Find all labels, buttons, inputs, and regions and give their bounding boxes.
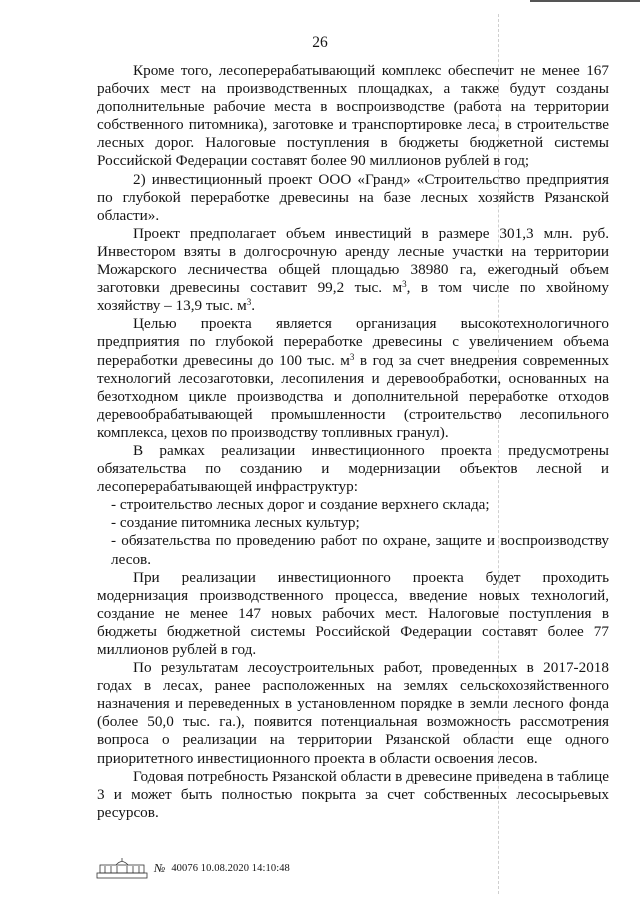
paragraph-project-grand: 2) инвестиционный проект ООО «Гранд» «Строительство предприятия по глубокой переработке древесины на базе лесных хозяйств Рязанской области». [97, 170, 609, 224]
investment-text-end: . [251, 297, 255, 315]
paragraph-obligations: В рамках реализации инвестиционного проекта предусмотрены обязательства по созданию и модернизации объектов лесной и лесоперерабатывающей инфраструктур: [97, 441, 609, 496]
list-item: - обязательства по проведению работ по охране, защите и воспроизводству лесов. [111, 532, 609, 568]
list-item: - строительство лесных дорог и создание верхнего склада; [111, 496, 490, 514]
paragraph-investment [97, 225, 609, 315]
goal-text-end: в год за счет внедрения современных технологий лесозаготовки, лесопиления и деревообработки, основанных на безотходном цикле производства и дополнительной переработке отходов деревообрабатывающей промышленности (строительство лесопильного комплекса, цехов по производству топливных гранул). [97, 351, 609, 441]
paragraph-goal [97, 315, 609, 442]
government-building-stamp-icon [96, 857, 148, 879]
scan-mark-top-right [530, 0, 640, 2]
document-body [97, 62, 609, 822]
document-number-sign: № [154, 860, 166, 875]
document-registration-stamp: 40076 10.08.2020 14:10:48 [171, 862, 290, 874]
page-number: 26 [312, 34, 328, 51]
investment-text-start: Проект предполагает объем инвестиций в размере 301,3 млн. руб. Инвестором взяты в долгосрочную аренду лесные участки на территории Можарского лесничества общей площадью 38980 га, ежегодный объем заготовки древесины составит 99,2 тыс. м [97, 224, 609, 297]
cubic-superscript: 3 [246, 297, 252, 308]
goal-text-start: Целью проекта является организация высокотехнологичного предприятия по глубокой переработке древесины с увеличением объема переработки древесины до 100 тыс. м [97, 315, 609, 369]
investment-text-middle: , в том числе по хвойному хозяйству – 13,9 тыс. м [97, 279, 609, 315]
paragraph-modernization: При реализации инвестиционного проекта будет проходить модернизация производственного процесса, введение новых технологий, создание не менее 147 новых рабочих мест. Налоговые поступления в бюджеты бюджетной системы Российской Федерации составят более 77 миллионов рублей в год. [97, 568, 609, 658]
cubic-superscript: 3 [402, 279, 407, 290]
document-footer [96, 857, 290, 879]
paragraph-jobs: Кроме того, лесоперерабатывающий комплекс обеспечит не менее 167 рабочих мест на производственных площадках, а также будут созданы дополнительные рабочие места в воспроизводстве (работа на территории собственного питомника), заготовке и транспортировке леса, в строительстве лесных дорог. Налоговые поступления в бюджеты бюджетной системы Российской Федерации составят более 90 миллионов рублей в год; [97, 62, 609, 170]
cubic-superscript: 3 [349, 351, 355, 362]
paragraph-forest-inventory: По результатам лесоустроительных работ, проведенных в 2017-2018 годах в лесах, ранее расположенных на землях сельскохозяйственного назначения и переведенных в установленном порядке в земли лесного фонда (более 50,0 тыс. га.), появится потенциальная возможность рассмотрения вопроса о реализации на территории Рязанской области еще одного приоритетного инвестиционного проекта в области освоения лесов. [97, 659, 609, 767]
list-item: - создание питомника лесных культур; [111, 514, 360, 532]
paragraph-wood-demand: Годовая потребность Рязанской области в древесине приведена в таблице 3 и может быть полностью покрыта за счет собственных лесосырьевых ресурсов. [97, 767, 610, 821]
